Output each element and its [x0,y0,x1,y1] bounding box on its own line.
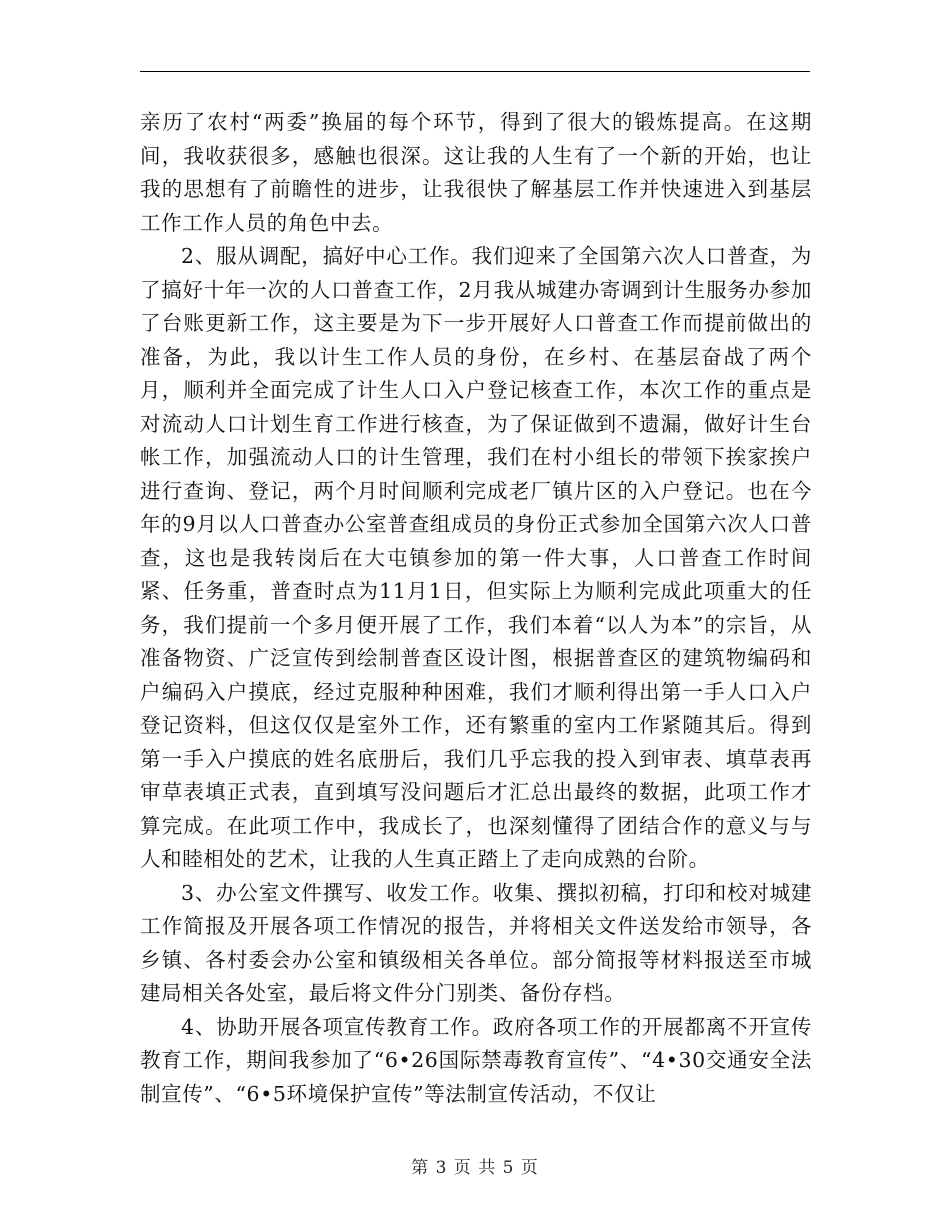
paragraph-item-4: 4、协助开展各项宣传教育工作。政府各项工作的开展都离不开宣传教育工作，期间我参加了“6•26国际禁毒教育宣传”、“4•30交通安全法制宣传”、“6•5环境保护宣传”等法制宣传活动，不仅让 [140,1014,812,1106]
paragraph-item-2: 2、服从调配，搞好中心工作。我们迎来了全国第六次人口普查，为了搞好十年一次的人口普查工作，2月我从城建办寄调到计生服务办参加了台账更新工作，这主要是为下一步开展好人口普查工作而提前做出的准备，为此，我以计生工作人员的身份，在乡村、在基层奋战了两个月，顺利并全面完成了计生人口入户登记核查工作，本次工作的重点是对流动人口计划生育工作进行核查，为了保证做到不遗漏，做好计生台帐工作，加强流动人口的计生管理，我们在村小组长的带领下挨家挨户进行查询、登记，两个月时间顺利完成老厂镇片区的入户登记。也在今年的9月以人口普查办公室普查组成员的身份正式参加全国第六次人口普查，这也是我转岗后在大屯镇参加的第一件大事，人口普查工作时间紧、任务重，普查时点为11月1日，但实际上为顺利完成此项重大的任务，我们提前一个多月便开展了工作，我们本着“以人为本”的宗旨，从准备物资、广泛宣传到绘制普查区设计图，根据普查区的建筑物编码和户编码入户摸底，经过克服种种困难，我们才顺利得出第一手人口入户登记资料，但这仅仅是室外工作，还有繁重的室内工作紧随其后。得到第一手入户摸底的姓名底册后，我们几乎忘我的投入到审表、填草表再审草表填正式表，直到填写没问题后才汇总出最终的数据，此项工作才算完成。在此项工作中，我成长了，也深刻懂得了团结合作的意义与与人和睦相处的艺术，让我的人生真正踏上了走向成熟的台阶。 [140,244,812,871]
paragraph-continuation: 亲历了农村“两委”换届的每个环节，得到了很大的锻炼提高。在这期间，我收获很多，感触也很深。这让我的人生有了一个新的开始，也让我的思想有了前瞻性的进步，让我很快了解基层工作并快速进入到基层工作工作人员的角色中去。 [140,110,812,235]
document-body [140,106,812,1111]
header-rule [140,71,810,72]
paragraph-item-3: 3、办公室文件撰写、收发工作。收集、撰拟初稿，打印和校对城建工作简报及开展各项工作情况的报告，并将相关文件送发给市领导，各乡镇、各村委会办公室和镇级相关各单位。部分简报等材料报送至市城建局相关各处室，最后将文件分门别类、备份存档。 [140,880,812,1005]
page-number-footer: 第 3 页 共 5 页 [411,1158,539,1178]
